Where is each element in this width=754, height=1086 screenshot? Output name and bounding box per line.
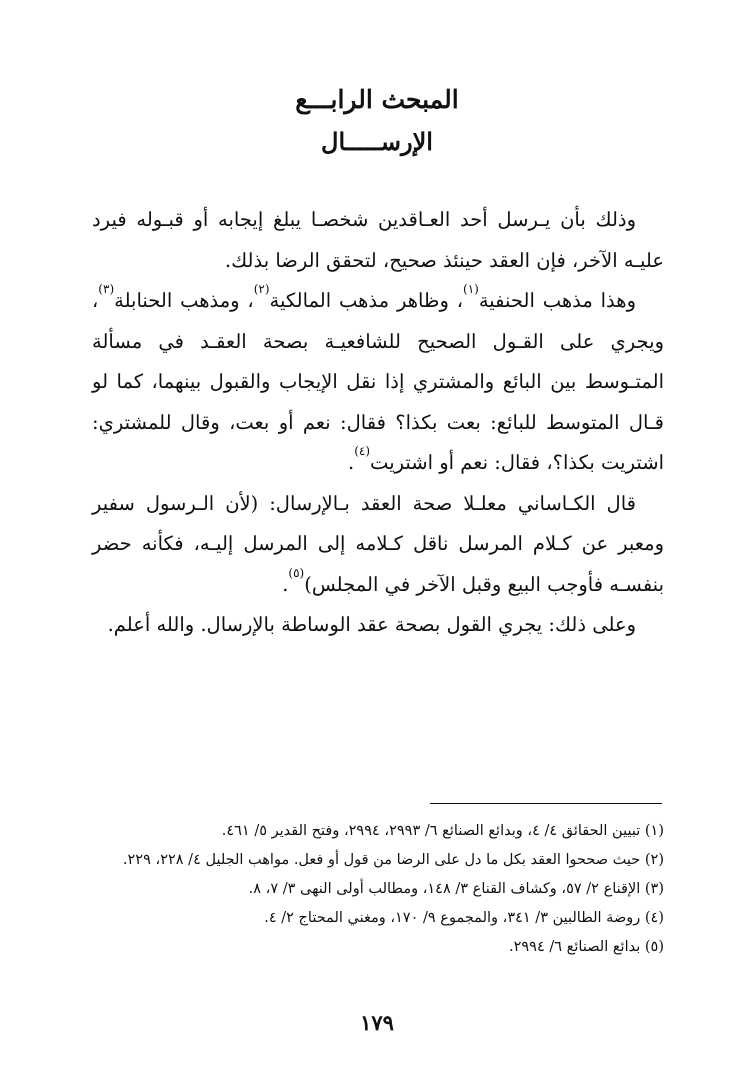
- paragraph-3-text-a: قال الكـاساني معلـلا صحة العقد بـالإرسال: (لأن الـرسول سفير ومعبر عن كـلام المرسل ناقل كـلامه إلى المرسل إليـه، فكأنه حضر بنفسـه فأوجب البيع وقبل الآخر في المجلس): [92, 491, 664, 596]
- paragraph-1-text: وذلك بأن يـرسل أحد العـاقدين شخصـا يبلغ إيجابه أو قبـوله فيرد عليـه الآخر، فإن العقد حينئذ صحيح، لتحقق الرضا بذلك.: [92, 208, 664, 272]
- footnote-ref-1: (١): [463, 282, 479, 296]
- paragraph-2-text-a: وهذا مذهب الحنفية: [478, 289, 636, 312]
- footnote-ref-3: (٣): [98, 282, 115, 296]
- footnote-ref-4: (٤): [354, 444, 371, 458]
- section-heading: [0, 126, 754, 158]
- footnote-1: (١) تبيين الحقائق ٤/ ٤، وبدائع الصنائع ٦/ ٢٩٩٣، ٢٩٩٤، وفتح القدير ٥/ ٤٦١.: [221, 823, 664, 839]
- footnotes: [122, 817, 664, 962]
- paragraph-2: [92, 281, 664, 484]
- footnote-5: (٥) بدائع الصنائع ٦/ ٢٩٩٤.: [508, 939, 664, 955]
- paragraph-4: [92, 605, 664, 646]
- footnote-ref-5: (٥): [288, 565, 305, 580]
- footnote-3: (٣) الإقناع ٢/ ٥٧، وكشاف القناع ٣/ ١٤٨، ومطالب أولى النهى ٣/ ٧، ٨.: [248, 881, 664, 897]
- footnote-2: (٢) حيث صححوا العقد بكل ما دل على الرضا من قول أو فعل. مواهب الجليل ٤/ ٢٢٨، ٢٢٩.: [122, 852, 664, 868]
- chapter-heading: [0, 84, 754, 116]
- chapter-heading-text: المبحث الرابـــع: [295, 85, 459, 114]
- page-number: ١٧٩: [360, 1010, 394, 1035]
- paragraph-2-text-b: ، وظاهر مذهب المالكية: [269, 289, 463, 312]
- paragraph-1: [92, 200, 664, 281]
- paragraph-2-text-c: ، ومذهب الحنابلة: [114, 289, 254, 312]
- paragraph-4-text: وعلى ذلك: يجري القول بصحة عقد الوساطة بالإرسال. والله أعلم.: [107, 613, 636, 636]
- main-text: [92, 200, 664, 646]
- paragraph-3: [92, 484, 664, 606]
- paragraph-2-text-d: ، ويجري على القـول الصحيح للشافعيـة بصحة العقـد في مسألة المتـوسط بين البائع والمشتري إذا نقل الإيجاب والقبول بينهما، كما لو قـال المتوسط للبائع: بعت بكذا؟ فقال: نعم أو بعت، وقال للمشتري: اشتريت بكذا؟، فقال: نعم أو اشتريت: [92, 289, 664, 474]
- footnote-4: (٤) روضة الطالبين ٣/ ٣٤١، والمجموع ٩/ ١٧٠، ومغني المحتاج ٢/ ٤.: [264, 910, 664, 926]
- paragraph-3-text-b: .: [282, 572, 289, 596]
- footnote-divider: [430, 803, 662, 804]
- section-heading-text: الإرســـــال: [321, 127, 433, 156]
- paragraph-2-text-e: .: [348, 451, 355, 474]
- footnote-ref-2: (٢): [253, 282, 270, 296]
